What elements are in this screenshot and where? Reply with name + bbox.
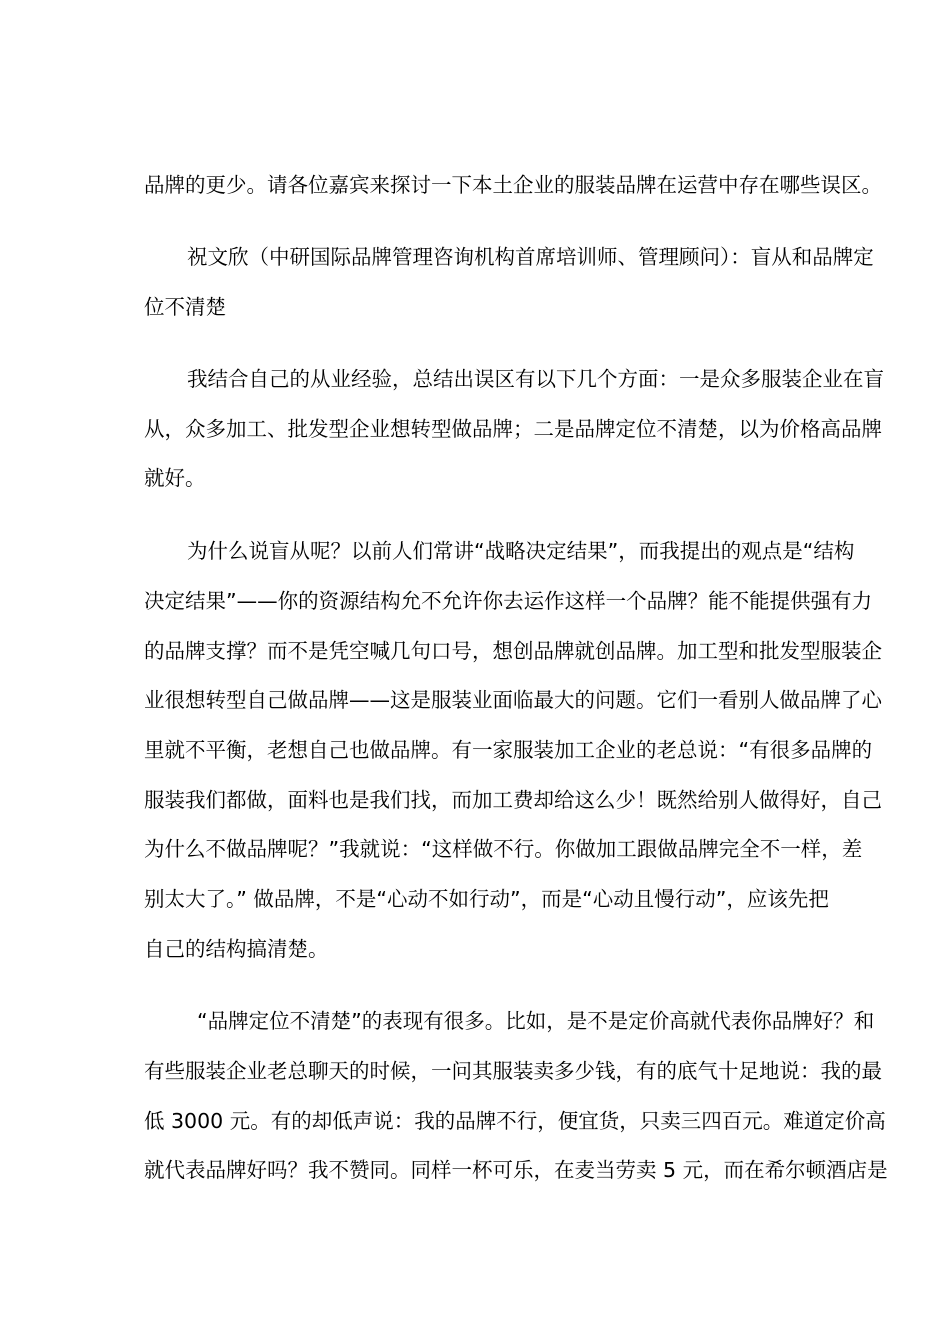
text-line: 品牌的更少。请各位嘉宾来探讨一下本土企业的服装品牌在运营中存在哪些误区。 <box>144 173 882 197</box>
text-line: 里就不平衡，老想自己也做品牌。有一家服装加工企业的老总说：“有很多品牌的 <box>144 738 873 762</box>
text-line: 位不清楚 <box>144 295 226 319</box>
text-line: “品牌定位不清楚”的表现有很多。比如，是不是定价高就代表你品牌好？和 <box>197 1009 875 1033</box>
text-line: 有些服装企业老总聊天的时候，一问其服装卖多少钱，有的底气十足地说：我的最 <box>144 1059 882 1083</box>
text-line: 业很想转型自己做品牌——这是服装业面临最大的问题。它们一看别人做品牌了心 <box>144 688 882 712</box>
text-line: 低 3000 元。有的却低声说：我的品牌不行，便宜货，只卖三四百元。难道定价高 <box>144 1109 886 1133</box>
text-line: 服装我们都做，面料也是我们找，而加工费却给这么少！既然给别人做得好，自己 <box>144 788 882 812</box>
text-line: 我结合自己的从业经验，总结出误区有以下几个方面：一是众多服装企业在盲 <box>187 367 884 391</box>
text-line: 为什么说盲从呢？以前人们常讲“战略决定结果”，而我提出的观点是“结构 <box>187 539 855 563</box>
text-line: 为什么不做品牌呢？”我就说：“这样做不行。你做加工跟做品牌完全不一样，差 <box>144 837 863 861</box>
text-line: 就好。 <box>144 466 206 490</box>
text-line: 就代表品牌好吗？我不赞同。同样一杯可乐，在麦当劳卖 5 元，而在希尔顿酒店是 <box>144 1158 888 1182</box>
text-line: 祝文欣（中研国际品牌管理咨询机构首席培训师、管理顾问）：盲从和品牌定 <box>187 245 874 269</box>
text-line: 的品牌支撑？而不是凭空喊几句口号，想创品牌就创品牌。加工型和批发型服装企 <box>144 639 882 663</box>
text-line: 从，众多加工、批发型企业想转型做品牌；二是品牌定位不清楚，以为价格高品牌 <box>144 417 882 441</box>
text-line: 别太大了。” 做品牌，不是“心动不如行动”，而是“心动且慢行动”，应该先把 <box>144 887 829 911</box>
text-line: 决定结果”——你的资源结构允不允许你去运作这样一个品牌？能不能提供强有力 <box>144 589 873 613</box>
text-line: 自己的结构搞清楚。 <box>144 937 329 961</box>
